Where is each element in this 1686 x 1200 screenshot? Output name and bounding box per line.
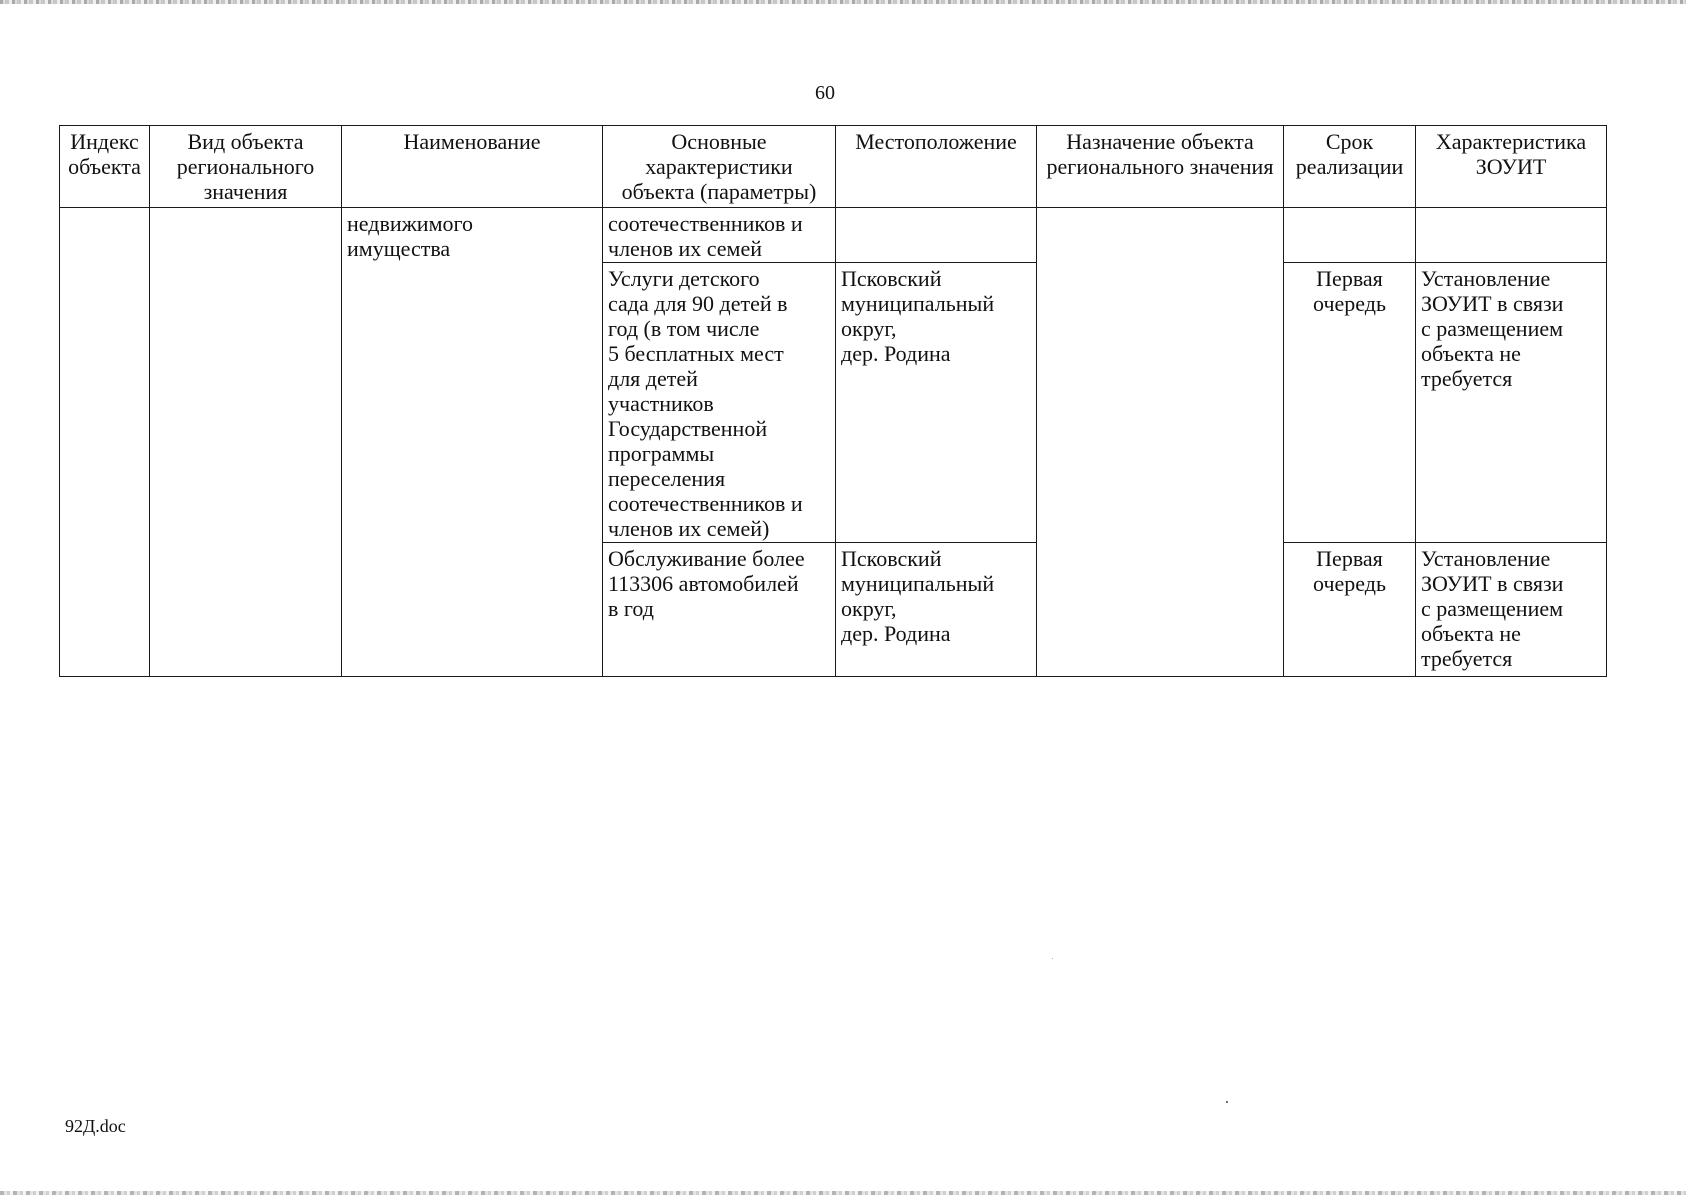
header-characteristics: Основные характеристики объекта (параметры)	[603, 126, 836, 208]
header-name: Наименование	[342, 126, 603, 208]
cell-zouit: Установление ЗОУИТ в связи с размещением объекта не требуется	[1416, 263, 1607, 543]
table-row	[60, 208, 1607, 263]
cell-term	[1284, 208, 1416, 263]
cell-location: Псковский муниципальный округ, дер. Родина	[836, 543, 1037, 677]
scan-edge-bottom	[0, 1191, 1686, 1195]
cell-location: Псковский муниципальный округ, дер. Родина	[836, 263, 1037, 543]
cell-object-index	[60, 208, 150, 677]
cell-characteristics: соотечественников и членов их семей	[603, 208, 836, 263]
header-object-type: Вид объекта регионального значения	[150, 126, 342, 208]
cell-term: Первая очередь	[1284, 543, 1416, 677]
header-object-index: Индекс объекта	[60, 126, 150, 208]
cell-location	[836, 208, 1037, 263]
cell-term: Первая очередь	[1284, 263, 1416, 543]
scan-speck	[1052, 958, 1053, 959]
cell-characteristics: Услуги детского сада для 90 детей в год (в том числе 5 бесплатных мест для детей участников Государственной программы переселения соотечественников и членов их семей)	[603, 263, 836, 543]
page-number: 60	[815, 82, 835, 104]
header-location: Местоположение	[836, 126, 1037, 208]
header-purpose: Назначение объекта регионального значения	[1037, 126, 1284, 208]
footer-filename: 92Д.doc	[65, 1116, 126, 1136]
cell-zouit	[1416, 208, 1607, 263]
cell-zouit: Установление ЗОУИТ в связи с размещением объекта не требуется	[1416, 543, 1607, 677]
table-header-row	[60, 126, 1607, 208]
cell-purpose	[1037, 208, 1284, 677]
cell-characteristics: Обслуживание более 113306 автомобилей в год	[603, 543, 836, 677]
scan-speck	[1226, 1101, 1228, 1103]
header-zouit: Характеристика ЗОУИТ	[1416, 126, 1607, 208]
cell-name-continuation: недвижимого имущества	[342, 208, 603, 677]
header-term: Срок реализации	[1284, 126, 1416, 208]
cell-object-type	[150, 208, 342, 677]
objects-table	[59, 125, 1607, 677]
scan-edge-top	[0, 0, 1686, 4]
